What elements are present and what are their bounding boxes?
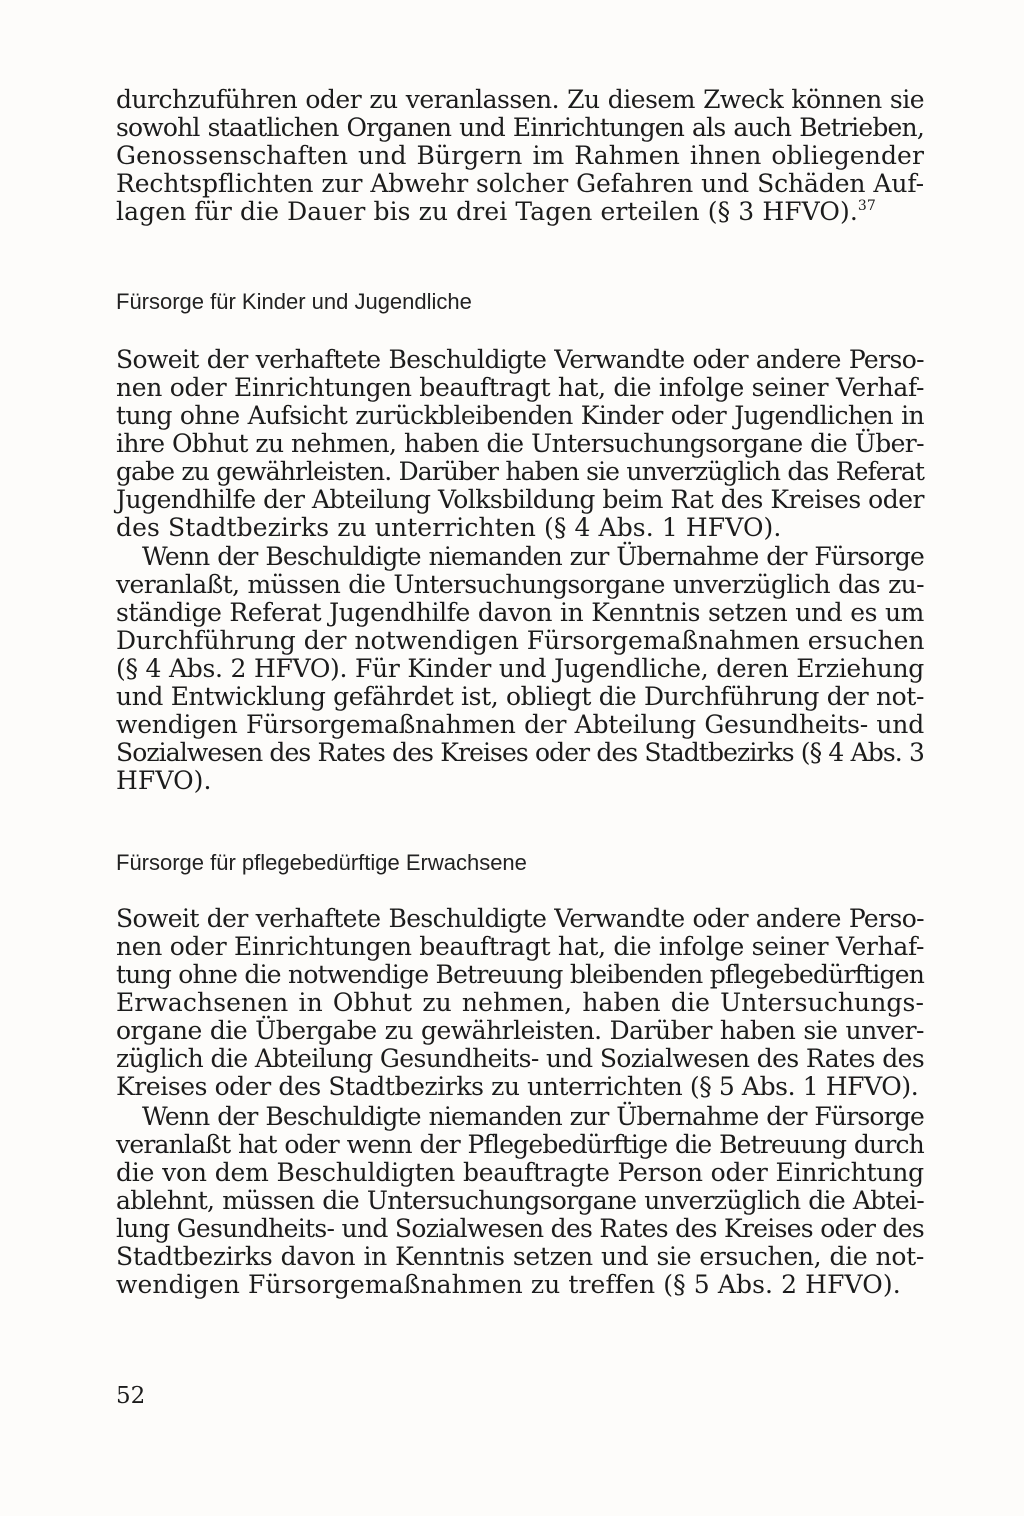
text-line: sowohl staatlichen Organen und Einrichtungen als auch Betrieben, [116, 113, 924, 142]
text-line: HFVO). [116, 766, 212, 795]
text-line: Jugendhilfe der Abteilung Volksbildung beim Rat des Kreises oder [116, 485, 924, 514]
text-line: nen oder Einrichtungen beauftragt hat, die infolge seiner Verhaf- [116, 932, 925, 961]
section-heading-children: Fürsorge für Kinder und Jugendliche [116, 289, 472, 314]
text-line: veranlaßt hat oder wenn der Pflegebedürftige die Betreuung durch [116, 1130, 924, 1159]
text-line: Durchführung der notwendigen Fürsorgemaßnahmen ersuchen [116, 626, 925, 655]
section-heading-adults: Fürsorge für pflegebedürftige Erwachsene [116, 850, 527, 875]
text-line: Wenn der Beschuldigte niemanden zur Übernahme der Fürsorge [142, 1102, 924, 1131]
text-line: veranlaßt, müssen die Untersuchungsorgane unverzüglich das zu- [116, 570, 924, 599]
text-line: tung ohne Aufsicht zurückbleibenden Kinder oder Jugendlichen in [116, 401, 924, 430]
text-line: Soweit der verhaftete Beschuldigte Verwandte oder andere Perso- [116, 345, 924, 374]
text-line: ständige Referat Jugendhilfe davon in Kenntnis setzen und es um [116, 598, 924, 627]
text-line: Rechtspflichten zur Abwehr solcher Gefahren und Schäden Auf- [116, 169, 924, 198]
text-line: organe die Übergabe zu gewährleisten. Darüber haben sie unver- [116, 1016, 924, 1045]
text-line: nen oder Einrichtungen beauftragt hat, die infolge seiner Verhaf- [116, 373, 925, 402]
page-number: 52 [116, 1383, 146, 1409]
text-line: die von dem Beschuldigten beauftragte Person oder Einrichtung [116, 1158, 924, 1187]
text-line: Soweit der verhaftete Beschuldigte Verwandte oder andere Perso- [116, 904, 924, 933]
text-line: ihre Obhut zu nehmen, haben die Untersuchungsorgane die Über- [116, 429, 924, 458]
text-line: Wenn der Beschuldigte niemanden zur Übernahme der Fürsorge [142, 542, 924, 571]
text-line: wendigen Fürsorgemaßnahmen zu treffen (§ 5 Abs. 2 HFVO). [116, 1270, 901, 1299]
text-line: ablehnt, müssen die Untersuchungsorgane unverzüglich die Abtei- [116, 1186, 924, 1215]
text-line: Stadtbezirks davon in Kenntnis setzen und sie ersuchen, die not- [116, 1242, 924, 1271]
text-line: und Entwicklung gefährdet ist, obliegt die Durchführung der not- [116, 682, 924, 711]
text-line [116, 198, 924, 226]
text-line: (§ 4 Abs. 2 HFVO). Für Kinder und Jugendliche, deren Erziehung [116, 654, 924, 683]
text-line: Kreises oder des Stadtbezirks zu unterrichten (§ 5 Abs. 1 HFVO). [116, 1072, 919, 1101]
text-line: gabe zu gewährleisten. Darüber haben sie unverzüglich das Referat [116, 457, 924, 486]
text-line: Genossenschaften und Bürgern im Rahmen ihnen obliegender [116, 141, 924, 170]
text-line: tung ohne die notwendige Betreuung bleibenden pflegebedürftigen [116, 960, 924, 989]
text-line: Sozialwesen des Rates des Kreises oder des Stadtbezirks (§ 4 Abs. 3 [116, 738, 924, 767]
text-line: züglich die Abteilung Gesundheits- und Sozialwesen des Rates des [116, 1044, 925, 1073]
text-line: durchzuführen oder zu veranlassen. Zu diesem Zweck können sie [116, 85, 924, 114]
text-line: des Stadtbezirks zu unterrichten (§ 4 Abs. 1 HFVO). [116, 513, 782, 542]
footnote-reference: 37 [857, 197, 876, 214]
text-line: wendigen Fürsorgemaßnahmen der Abteilung Gesundheits- und [116, 710, 924, 739]
text-line: lung Gesundheits- und Sozialwesen des Rates des Kreises oder des [116, 1214, 924, 1243]
text-line: Erwachsenen in Obhut zu nehmen, haben die Untersuchungs- [116, 988, 924, 1017]
text-line-content: lagen für die Dauer bis zu drei Tagen erteilen (§ 3 HFVO). [116, 197, 858, 226]
